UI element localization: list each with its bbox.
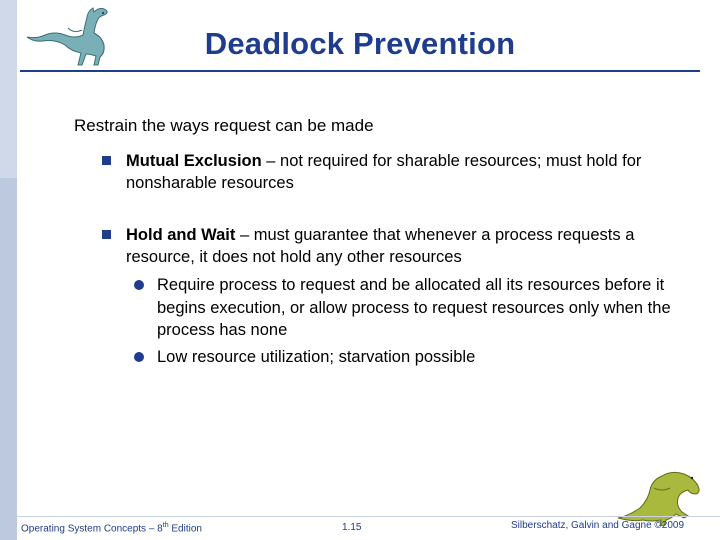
bullet-label: Mutual Exclusion: [126, 152, 262, 170]
footer-book-text: Operating System Concepts – 8: [21, 523, 163, 535]
bullet-hold-and-wait: [102, 224, 682, 268]
sub-bullet-item: [134, 346, 674, 369]
footer-divider: [17, 516, 720, 517]
left-sidebar-strip: [0, 178, 17, 540]
bullet-label: Hold and Wait: [126, 226, 236, 244]
bullet-text: – must guarantee that whenever a process requests a resource, it does not hold any other resources: [126, 226, 635, 266]
sub-bullet-text: Require process to request and be allocated all its resources before it begins execution, or allow process to request resources only when the process has none: [157, 276, 671, 339]
footer-edition-text: Edition: [168, 523, 202, 535]
bullet-mutual-exclusion: [102, 150, 682, 194]
footer-authors: Silberschatz, Galvin and Gagne ©2009: [511, 520, 685, 531]
slide-title: Deadlock Prevention: [204, 26, 516, 61]
sub-bullet-text: Low resource utilization; starvation possible: [157, 348, 476, 366]
page-number: 1.15: [342, 522, 362, 533]
bullet-text: – not required for sharable resources; must hold for nonsharable resources: [126, 152, 642, 192]
footer-book-title: [21, 522, 202, 534]
footer-edition-sup: th: [162, 522, 169, 529]
square-bullet-icon: [102, 230, 111, 239]
round-bullet-icon: [134, 280, 144, 290]
square-bullet-icon: [102, 156, 111, 165]
intro-text: Restrain the ways request can be made: [74, 116, 374, 135]
title-underline: [20, 70, 700, 72]
sub-bullet-item: [134, 274, 674, 342]
round-bullet-icon: [134, 352, 144, 362]
